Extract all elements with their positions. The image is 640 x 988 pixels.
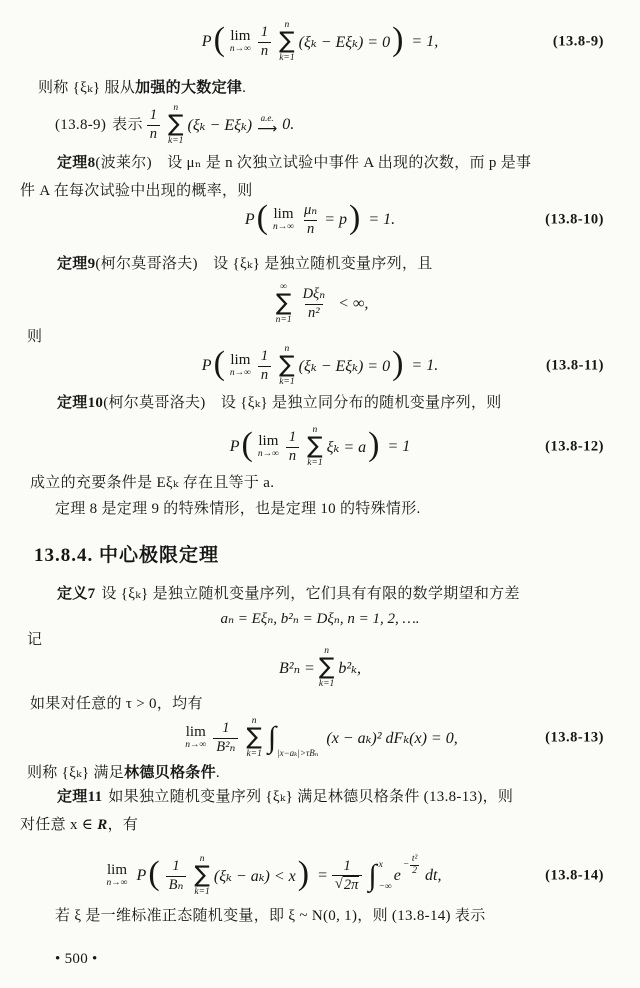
paragraph-standard-normal bbox=[55, 902, 486, 930]
exponent-minus: − bbox=[402, 860, 410, 870]
formula-body: = p bbox=[324, 211, 347, 228]
limit-operator bbox=[230, 29, 251, 55]
sum-lower: k=1 bbox=[279, 376, 295, 387]
integral-operator bbox=[267, 721, 319, 758]
text-run: 如果独立随机变量序列 {ξₖ} 满足林德贝格条件 (13.8-13)，则 bbox=[108, 789, 514, 805]
theorem-8-label: 定理8 bbox=[57, 155, 96, 171]
lim-word: lim bbox=[230, 352, 251, 369]
lim-subscript: n→∞ bbox=[229, 44, 251, 55]
sum-lower: k=1 bbox=[279, 52, 295, 63]
equation-number: (13.8-13) bbox=[545, 729, 604, 746]
formula-lhs: B²ₙ = bbox=[279, 660, 315, 677]
section-heading-text: 13.8.4. 中心极限定理 bbox=[34, 545, 220, 566]
equation-13-8-9-formula: P ( lim n→∞ $\frac{1}{n}$ n ∑ k=1 (ξₖ − Eξₖ) = 0 ) = 1, bbox=[201, 19, 439, 63]
radicand: 2π bbox=[343, 877, 359, 893]
equation-number: (13.8-12) bbox=[545, 438, 604, 455]
probability-symbol: P bbox=[244, 211, 255, 228]
sigma-symbol: ∑ bbox=[279, 28, 295, 55]
sum-upper: n bbox=[199, 853, 205, 864]
sum-upper: n bbox=[173, 102, 179, 113]
text-run: 则称 {ξₖ} 满足 bbox=[27, 765, 125, 781]
differential: dt, bbox=[425, 867, 442, 884]
formula-tail: < ∞, bbox=[338, 295, 369, 312]
term-strong-law-of-large-numbers: 加强的大数定律 bbox=[135, 80, 243, 96]
lim-word: lim bbox=[273, 206, 294, 223]
formula-body: (ξₖ − Eξₖ) = 0 bbox=[298, 34, 391, 51]
exponent-numerator: t² bbox=[411, 854, 418, 865]
lim-subscript: n→∞ bbox=[273, 222, 295, 233]
equation-number: (13.8-11) bbox=[545, 357, 604, 374]
equation-13-8-14 bbox=[0, 846, 640, 906]
summation bbox=[276, 283, 292, 326]
series-condition-formula bbox=[0, 280, 640, 328]
real-numbers-symbol: R bbox=[97, 817, 108, 833]
sigma-symbol: ∑ bbox=[194, 862, 210, 889]
formula-body: (ξₖ − aₖ) < x bbox=[213, 868, 296, 885]
fraction-mu-over-n: $\frac{\text{μₙ}}{n}$ bbox=[304, 202, 318, 237]
formula-body: (ξₖ − Eξₖ) = 0 bbox=[298, 358, 391, 375]
fraction-1-over-n: $\frac{1}{n}$ bbox=[258, 24, 271, 60]
series-condition bbox=[272, 283, 369, 326]
definition-7-label: 定义7 bbox=[57, 586, 96, 602]
sigma-symbol: ∑ bbox=[246, 724, 262, 751]
theorem-9 bbox=[20, 250, 433, 278]
lim-subscript: n→∞ bbox=[257, 449, 279, 460]
text-run: 件 A 在每次试验中出现的概率，则 bbox=[20, 183, 253, 199]
limit-operator bbox=[185, 725, 206, 751]
sum-lower: n=1 bbox=[275, 314, 292, 325]
equation-13-8-12 bbox=[0, 421, 640, 473]
summation bbox=[168, 104, 184, 147]
fraction-variance-over-n2: $\frac{\text{Dξₙ}}{\text{n²}}$ bbox=[302, 286, 326, 321]
text-run: ，有 bbox=[107, 817, 139, 833]
sigma-symbol: ∑ bbox=[275, 290, 292, 317]
exponent-denominator: 2 bbox=[412, 865, 418, 876]
sum-lower: k=1 bbox=[307, 457, 323, 468]
paragraph-special-cases bbox=[55, 495, 421, 523]
limit-operator bbox=[230, 353, 251, 379]
summation bbox=[194, 855, 210, 898]
euler-e: e bbox=[393, 867, 401, 884]
fraction-1-over-sqrt2pi: 1 √ 2π bbox=[332, 858, 362, 895]
text-run: (波莱尔) 设 μₙ 是 n 次独立试验中事件 A 出现的次数，而 p 是事 bbox=[95, 155, 532, 171]
theorem-11-label: 定理11 bbox=[57, 789, 103, 805]
theorem-9-line1 bbox=[20, 250, 433, 278]
equation-13-8-12-formula: P ( lim n→∞ $\frac{1}{n}$ n ∑ k=1 ξₖ = a ) = 1 bbox=[229, 424, 411, 468]
integral-domain: |x−aₖ|>τBₙ bbox=[277, 748, 319, 758]
formula-body: ξₖ = a bbox=[326, 439, 367, 456]
representation-line bbox=[55, 102, 294, 148]
section-heading bbox=[34, 540, 219, 567]
theorem-8-line1 bbox=[20, 149, 531, 177]
text-run: 若 ξ 是一维标准正态随机变量，即 ξ ~ N(0, 1)，则 (13.8-14) 表示 bbox=[55, 908, 486, 924]
sum-upper: n bbox=[284, 19, 290, 30]
equation-13-8-9 bbox=[0, 16, 640, 68]
equation-13-8-11-formula: P ( lim n→∞ $\frac{1}{n}$ n ∑ k=1 (ξₖ − Eξₖ) = 0 ) = 1. bbox=[201, 343, 439, 387]
text-run: . bbox=[215, 765, 220, 781]
formula-tail: b²ₖ, bbox=[338, 660, 361, 677]
lim-word: lim bbox=[107, 862, 128, 879]
text-run: 设 {ξₖ} 是独立随机变量序列，它们具有有限的数学期望和方差 bbox=[101, 586, 520, 602]
representation-formula bbox=[143, 104, 294, 147]
summation bbox=[279, 345, 295, 388]
sigma-symbol: ∑ bbox=[318, 654, 335, 681]
theorem-9-label: 定理9 bbox=[57, 256, 96, 272]
lim-subscript: n→∞ bbox=[106, 878, 128, 889]
expectation-variance-formula: aₙ = Eξₙ, b²ₙ = Dξₙ, n = 1, 2, …. bbox=[220, 610, 420, 627]
lim-word: lim bbox=[258, 433, 279, 450]
equation-13-8-10-formula: P ( lim n→∞ $\frac{\text{μₙ}}{n}$ = p ) = 1. bbox=[244, 199, 396, 237]
definition-7-line1 bbox=[20, 580, 520, 608]
lim-word: lim bbox=[230, 28, 251, 45]
text-run: 则 bbox=[27, 329, 43, 345]
text-run: 表示 bbox=[112, 117, 143, 133]
equation-13-8-14-formula: lim n→∞ P ( $\frac{1}{\text{Bₙ}}$ n ∑ k=1 (ξₖ − aₖ) < x ) = 1 √ 2π ∫ x −∞ e − $\frac{\text{t²}}{2}$ dt, bbox=[106, 853, 442, 897]
sum-upper: n bbox=[284, 343, 290, 354]
probability-symbol: P bbox=[229, 438, 240, 455]
sigma-symbol: ∑ bbox=[307, 433, 323, 460]
probability-symbol: P bbox=[136, 867, 147, 884]
text-run: 如果对任意的 τ > 0，均有 bbox=[30, 696, 203, 712]
sum-upper: n bbox=[312, 424, 318, 435]
text-run: . bbox=[242, 80, 247, 96]
equation-13-8-13-formula bbox=[182, 717, 457, 760]
arrow-label: a.e. bbox=[260, 113, 274, 124]
integral-icon: ∫ bbox=[267, 721, 277, 754]
sum-lower: k=1 bbox=[246, 748, 262, 759]
right-arrow-icon: ⟶ bbox=[257, 121, 278, 138]
sum-upper: n bbox=[324, 645, 329, 656]
sigma-symbol: ∑ bbox=[168, 111, 184, 138]
integral-icon: ∫ bbox=[368, 859, 377, 892]
theorem-10 bbox=[20, 389, 502, 417]
equation-number: (13.8-14) bbox=[545, 867, 604, 884]
text-run: 则称 {ξₖ} 服从 bbox=[38, 80, 136, 96]
term-lindeberg-condition: 林德贝格条件 bbox=[124, 765, 216, 781]
paragraph-necessary-condition bbox=[30, 469, 274, 497]
summation bbox=[279, 21, 295, 64]
square-root bbox=[335, 876, 359, 894]
integral-upper: x bbox=[378, 860, 383, 870]
sigma-symbol: ∑ bbox=[279, 352, 295, 379]
formula-tail: 0. bbox=[282, 116, 295, 133]
sum-lower: k=1 bbox=[194, 886, 210, 897]
page-number bbox=[55, 945, 98, 973]
formula-tail: = 1. bbox=[411, 357, 439, 374]
theorem-10-label: 定理10 bbox=[57, 395, 104, 411]
theorem-10-line1 bbox=[20, 389, 502, 417]
fraction-1-over-Bn2: $\frac{1}{\text{B²ₙ}}$ bbox=[213, 720, 238, 756]
lim-subscript: n→∞ bbox=[185, 740, 207, 751]
equation-13-8-13 bbox=[0, 712, 640, 764]
fraction-1-over-Bn: $\frac{1}{\text{Bₙ}}$ bbox=[166, 858, 187, 894]
text-run: 对任意 x ∈ bbox=[20, 817, 98, 833]
exponent bbox=[403, 854, 419, 876]
formula-body: (x − aₖ)² dFₖ(x) = 0, bbox=[326, 730, 458, 747]
summation bbox=[319, 647, 335, 690]
radical-icon: √ bbox=[334, 876, 343, 892]
text-run: (柯尔莫哥洛夫) 设 {ξₖ} 是独立随机变量序列，且 bbox=[95, 256, 433, 272]
sum-upper: ∞ bbox=[280, 281, 287, 292]
paragraph-strong-law bbox=[38, 74, 246, 102]
integral-lower: −∞ bbox=[378, 882, 392, 892]
probability-symbol: P bbox=[201, 33, 212, 50]
text-run: 定理 8 是定理 9 的特殊情形，也是定理 10 的特殊情形. bbox=[55, 501, 421, 517]
summation bbox=[307, 426, 323, 469]
fraction-1-over-n: $\frac{1}{n}$ bbox=[258, 348, 271, 384]
text-run: 成立的充要条件是 Eξₖ 存在且等于 a. bbox=[30, 475, 275, 491]
sum-lower: k=1 bbox=[318, 678, 335, 689]
limit-operator bbox=[107, 863, 128, 889]
Bn-definition bbox=[279, 647, 361, 690]
fraction-1-over-n: $\frac{1}{n}$ bbox=[147, 107, 160, 143]
formula-tail: = 1, bbox=[411, 33, 439, 50]
definition-7 bbox=[20, 580, 520, 608]
summation bbox=[246, 717, 262, 760]
lim-subscript: n→∞ bbox=[229, 368, 251, 379]
theorem-11 bbox=[20, 783, 513, 839]
equation-13-8-10 bbox=[0, 196, 640, 244]
text-run: 记 bbox=[27, 632, 43, 648]
integral-operator bbox=[368, 860, 391, 892]
equation-number: (13.8-10) bbox=[545, 211, 604, 228]
equals-sign: = bbox=[317, 867, 328, 884]
expectation-variance-line bbox=[0, 606, 640, 630]
limit-operator bbox=[273, 207, 294, 233]
limit-operator bbox=[258, 434, 279, 460]
formula-tail: = 1 bbox=[387, 438, 411, 455]
probability-symbol: P bbox=[201, 357, 212, 374]
theorem-11-line1 bbox=[20, 783, 513, 811]
lim-word: lim bbox=[185, 724, 206, 741]
text-run: (柯尔莫哥洛夫) 设 {ξₖ} 是独立同分布的随机变量序列，则 bbox=[103, 395, 502, 411]
formula-tail: = 1. bbox=[368, 211, 396, 228]
formula-body: (ξₖ − Eξₖ) bbox=[187, 117, 253, 134]
equation-13-8-11 bbox=[0, 340, 640, 392]
sum-upper: n bbox=[251, 715, 257, 726]
fraction-1-over-n: $\frac{1}{n}$ bbox=[286, 429, 299, 465]
Bn-definition-formula bbox=[0, 644, 640, 692]
theorem-11-line2 bbox=[20, 811, 513, 839]
equation-number: (13.8-9) bbox=[552, 33, 604, 50]
page-number-text: • 500 • bbox=[55, 951, 98, 967]
sum-lower: k=1 bbox=[168, 135, 184, 146]
almost-everywhere-arrow bbox=[257, 114, 277, 136]
equation-reference: (13.8-9) bbox=[55, 117, 107, 133]
